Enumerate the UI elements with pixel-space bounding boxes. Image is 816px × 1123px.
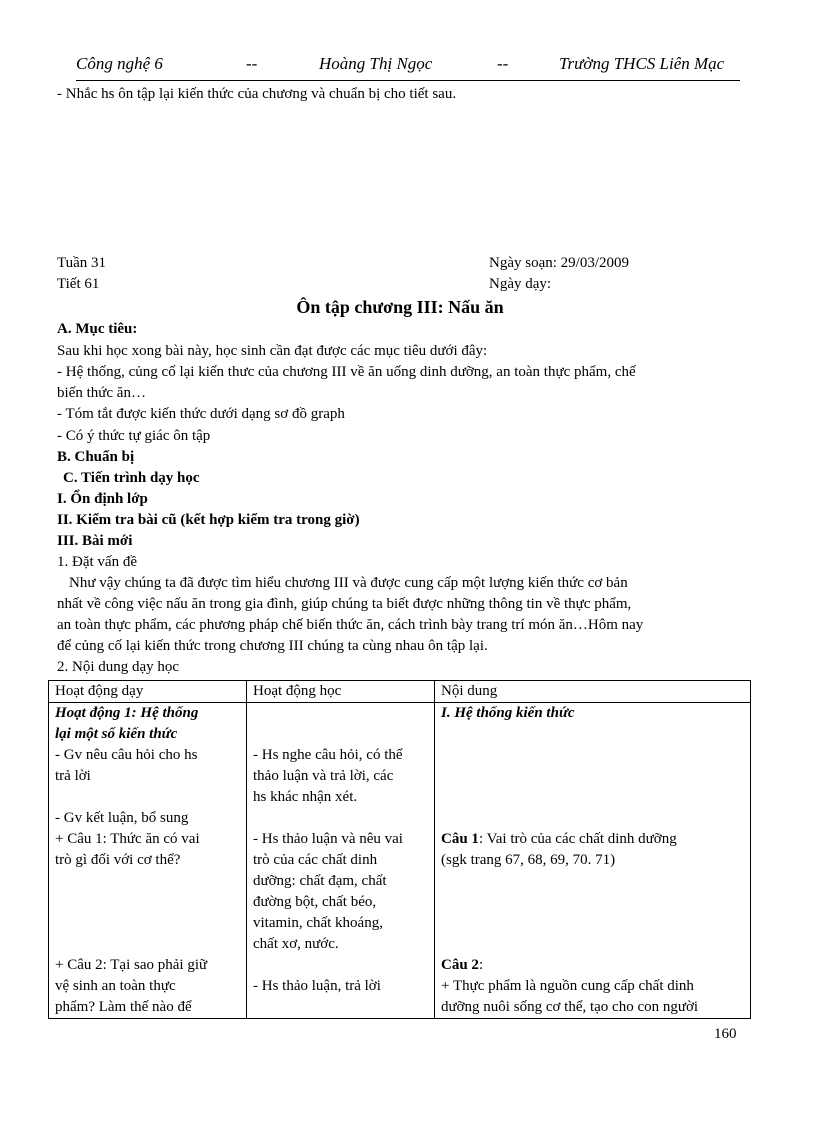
student-step: trò của các chất dinh [253,852,378,868]
student-step: đường bột, chất béo, [253,894,377,910]
student-step: vitamin, chất khoáng, [253,915,383,931]
student-step: hs khác nhận xét. [253,789,358,805]
header-subject: Công nghệ 6 [76,54,163,73]
section-a-item: biến thức ăn… [57,385,146,401]
teacher-step: trả lời [55,768,91,784]
table-header-cell: Hoạt động dạy [49,681,247,703]
section-a-item: - Tóm tắt được kiến thức dưới dạng sơ đồ graph [57,406,345,422]
table-header-cell: Nội dung [435,681,751,703]
step-iii-heading: III. Bài mới [57,533,133,549]
section-a-heading: A. Mục tiêu: [57,321,138,337]
header-school: Trường THCS Liên Mạc [559,54,725,73]
table-row [49,703,751,1019]
student-step: - Hs nghe câu hỏi, có thể [253,747,403,763]
table-header-cell: Hoạt động học [247,681,435,703]
teacher-step: - Gv nêu câu hỏi cho hs [55,747,198,763]
period-label: Tiết 61 [57,276,100,292]
student-step: dưỡng: chất đạm, chất [253,873,387,889]
answer-1-label: Câu 1 [441,831,479,847]
activity-heading: Hoạt động 1: Hệ thống [55,705,199,721]
answer-2-colon: : [478,957,484,973]
answer-1-reference: (sgk trang 67, 68, 69, 70. 71) [441,852,616,868]
header-separator: -- [497,54,509,73]
answer-1-text: : Vai trò của các chất dinh dưỡng [478,831,677,847]
answer-1 [441,829,744,850]
section-a-intro: Sau khi học xong bài này, học sinh cần đạt được các mục tiêu dưới đây: [57,343,488,359]
paragraph-line: Như vậy chúng ta đã được tìm hiểu chương III và được cung cấp một lượng kiến thức cơ bản [69,575,628,591]
subsection-1-heading: 1. Đặt vấn đề [57,554,137,570]
question-1: + Câu 1: Thức ăn có vai [55,831,200,847]
intro-line: - Nhắc hs ôn tập lại kiến thức của chương và chuẩn bị cho tiết sau. [57,86,457,102]
lesson-title: Ôn tập chương III: Nấu ăn [296,297,504,317]
section-b-heading: B. Chuẩn bị [57,449,135,465]
content-cell [435,703,751,1019]
question-2: + Câu 2: Tại sao phải giữ [55,957,208,973]
paragraph-line: để củng cố lại kiến thức trong chương III chúng ta cùng nhau ôn tập lại. [57,638,488,654]
page-header [76,54,740,81]
teacher-step: - Gv kết luận, bổ sung [55,810,189,826]
answer-2-label: Câu 2 [441,957,479,973]
answer-2 [441,955,744,976]
step-ii-heading: II. Kiểm tra bài cũ (kết hợp kiểm tra trong giờ) [57,512,360,528]
subsection-2-heading: 2. Nội dung dạy học [57,659,180,675]
section-c-heading: C. Tiến trình dạy học [63,470,200,486]
header-separator: -- [246,54,258,73]
content-heading: I. Hệ thống kiến thức [441,705,575,721]
question-2: phẩm? Làm thế nào để [55,999,192,1015]
student-step: - Hs thảo luận và nêu vai [253,831,403,847]
student-step: - Hs thảo luận, trả lời [253,978,381,994]
section-a-item: - Có ý thức tự giác ôn tập [57,428,211,444]
activity-heading: lại một số kiến thức [55,726,178,742]
question-1: trò gì đối với cơ thể? [55,852,181,868]
section-a-item: - Hệ thống, củng cố lại kiến thưc của chương III về ăn uống dinh dưỡng, an toàn thực phẩm, chế [57,364,636,380]
paragraph-line: an toàn thực phẩm, các phương pháp chế biến thức ăn, cách trình bày trang trí món ăn…Hôm nay [57,617,644,633]
date-prepared: Ngày soạn: 29/03/2009 [489,255,629,271]
student-step: chất xơ, nước. [253,936,339,952]
step-i-heading: I. Ổn định lớp [57,491,148,507]
question-2: vệ sinh an toàn thực [55,978,176,994]
student-step: thảo luận và trả lời, các [253,768,394,784]
teacher-activity-cell [49,703,247,1019]
answer-2-text: + Thực phẩm là nguồn cung cấp chất dinh [441,978,694,994]
lesson-activity-table [48,680,751,1019]
date-taught: Ngày dạy: [489,276,552,292]
table-header-row [49,681,751,703]
week-label: Tuần 31 [57,255,107,271]
answer-2-text: dưỡng nuôi sống cơ thể, tạo cho con người [441,999,699,1015]
header-teacher: Hoàng Thị Ngọc [319,54,433,73]
paragraph-line: nhất về công việc nấu ăn trong gia đình, giúp chúng ta biết được những thông tin về thực phẩm, [57,596,632,612]
student-activity-cell [247,703,435,1019]
page-number: 160 [714,1026,737,1042]
